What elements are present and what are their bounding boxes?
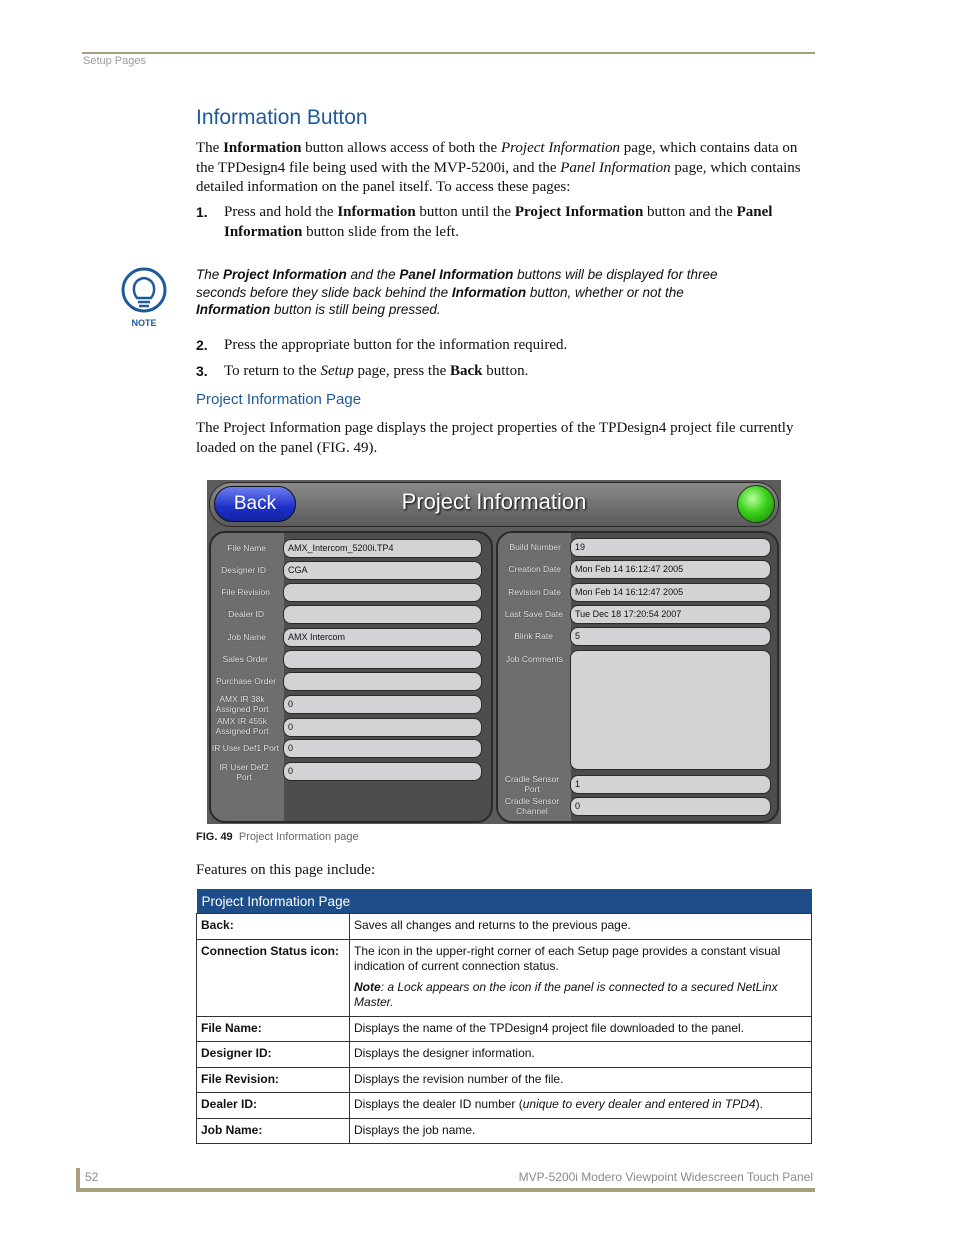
step-3-text: To return to the Setup page, press the Back button. [224, 363, 529, 379]
purchase-order-field [283, 672, 482, 691]
table-row [197, 914, 812, 940]
connection-status-icon [737, 485, 775, 523]
last-save-date-label: Last Save Date [504, 609, 563, 619]
cradle-sensor-channel-field: 0 [570, 797, 771, 816]
feature-cell: Designer ID: [197, 1042, 350, 1068]
intro-paragraph: The Information button allows access of both the Project Information page, which contains data on the TPDesign4 file being used with the MVP-5200i, and the Panel Information page, which contains detailed information on the panel itself. To access these pages: [196, 140, 801, 195]
feature-cell: File Name: [197, 1016, 350, 1042]
description-cell: Saves all changes and returns to the previous page. [350, 914, 812, 940]
job-name-field: AMX Intercom [283, 628, 482, 647]
dealer-id-field [283, 605, 482, 624]
footer-title: MVP-5200i Modero Viewpoint Widescreen Touch Panel [518, 1170, 813, 1184]
file-name-label: File Name [227, 543, 266, 553]
file-revision-field [283, 583, 482, 602]
description-text: The icon in the upper-right corner of each Setup page provides a constant visual indication of current connection status. [354, 943, 781, 973]
note-text: The Project Information and the Panel Information buttons will be displayed for three seconds before they slide back behind the Information button, whether or not the Information button is still being pressed. [196, 267, 718, 317]
dealer-id-label: Dealer ID [228, 609, 264, 619]
blink-rate-label: Blink Rate [514, 631, 553, 641]
running-header: Setup Pages [83, 55, 146, 67]
amx-ir-455k-field: 0 [283, 718, 482, 737]
step-1-number: 1. [196, 204, 208, 220]
description-cell [350, 939, 812, 1016]
ir-user-def2-label: IR User Def2 Port [219, 762, 269, 782]
designer-id-field: CGA [283, 561, 482, 580]
designer-id-label: Designer ID [221, 565, 266, 575]
step-2-text: Press the appropriate button for the information required. [224, 337, 568, 353]
amx-ir-38k-field: 0 [283, 695, 482, 714]
table-row [197, 939, 812, 1016]
amx-ir-38k-label: AMX IR 38k Assigned Port [215, 694, 269, 714]
ir-user-def2-field: 0 [283, 762, 482, 781]
purchase-order-label: Purchase Order [216, 676, 276, 686]
revision-date-field: Mon Feb 14 16:12:47 2005 [570, 583, 771, 602]
table-header: Project Information Page [197, 889, 812, 914]
note-icon [118, 266, 170, 328]
feature-cell: Job Name: [197, 1118, 350, 1144]
step-3-number: 3. [196, 363, 208, 379]
description-cell: Displays the dealer ID number (unique to every dealer and entered in TPD4). [350, 1093, 812, 1119]
file-revision-label: File Revision [221, 587, 270, 597]
file-name-field: AMX_Intercom_5200i.TP4 [283, 539, 482, 558]
back-button[interactable]: Back [214, 486, 296, 522]
revision-date-label: Revision Date [508, 587, 561, 597]
section-title: Information Button [196, 106, 368, 129]
feature-cell: File Revision: [197, 1067, 350, 1093]
table-row [197, 1067, 812, 1093]
features-intro: Features on this page include: [196, 862, 376, 878]
header-rule [82, 52, 815, 54]
last-save-date-field: Tue Dec 18 17:20:54 2007 [570, 605, 771, 624]
page-number: 52 [85, 1170, 99, 1184]
creation-date-label: Creation Date [508, 564, 561, 574]
sales-order-label: Sales Order [222, 654, 268, 664]
subsection-title: Project Information Page [196, 391, 362, 408]
blink-rate-field: 5 [570, 627, 771, 646]
feature-cell: Dealer ID: [197, 1093, 350, 1119]
features-table [196, 889, 812, 1144]
job-comments-field [570, 650, 771, 770]
creation-date-field: Mon Feb 14 16:12:47 2005 [570, 560, 771, 579]
description-cell: Displays the name of the TPDesign4 project file downloaded to the panel. [350, 1016, 812, 1042]
subsection-paragraph: The Project Information page displays the project properties of the TPDesign4 project file currently loaded on the panel (FIG. 49). [196, 420, 794, 456]
description-cell: Displays the revision number of the file. [350, 1067, 812, 1093]
table-row [197, 1118, 812, 1144]
figure-caption: FIG. 49 Project Information page [196, 831, 359, 843]
build-number-field: 19 [570, 538, 771, 557]
step-2-number: 2. [196, 337, 208, 353]
build-number-label: Build Number [509, 542, 561, 552]
step-1-text: Press and hold the Information button until the Project Information button and the Panel Information button slide from the left. [224, 204, 773, 240]
ir-user-def1-field: 0 [283, 739, 482, 758]
table-row [197, 1093, 812, 1119]
amx-ir-455k-label: AMX IR 455k Assigned Port [215, 716, 269, 736]
cradle-sensor-port-field: 1 [570, 775, 771, 794]
feature-cell: Connection Status icon: [197, 939, 350, 1016]
panel-title: Project Information [401, 489, 587, 514]
job-comments-label: Job Comments [505, 654, 563, 664]
description-note: Note: a Lock appears on the icon if the panel is connected to a secured NetLinx Master. [354, 979, 778, 1009]
table-row [197, 1042, 812, 1068]
table-row [197, 1016, 812, 1042]
description-cell: Displays the designer information. [350, 1042, 812, 1068]
sales-order-field [283, 650, 482, 669]
cradle-sensor-channel-label: Cradle Sensor Channel [504, 796, 560, 816]
cradle-sensor-port-label: Cradle Sensor Port [504, 774, 560, 794]
footer-rule [76, 1188, 815, 1192]
project-information-screenshot [207, 480, 781, 824]
description-cell: Displays the job name. [350, 1118, 812, 1144]
svg-text:NOTE: NOTE [131, 318, 157, 328]
ir-user-def1-label: IR User Def1 Port [211, 743, 279, 753]
job-name-label: Job Name [227, 632, 266, 642]
feature-cell: Back: [197, 914, 350, 940]
